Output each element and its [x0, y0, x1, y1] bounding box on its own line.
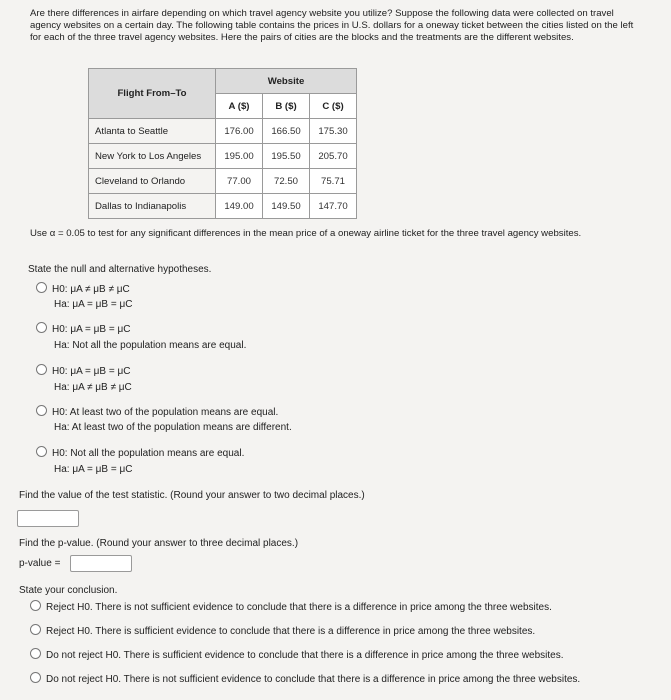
- radio-button[interactable]: [36, 322, 47, 333]
- ha-text: Ha: μA = μB = μC: [54, 464, 133, 475]
- price-cell: 175.30: [310, 119, 357, 144]
- radio-button[interactable]: [36, 282, 47, 293]
- h0-text: H0: At least two of the population means are equal.: [52, 407, 279, 418]
- price-cell: 205.70: [310, 144, 357, 169]
- col-b-header: B ($): [263, 94, 310, 119]
- hypothesis-option-4[interactable]: [36, 405, 278, 418]
- conclusion-option-4[interactable]: [30, 672, 580, 685]
- radio-button[interactable]: [30, 600, 41, 611]
- p-value-input[interactable]: [70, 555, 132, 572]
- price-cell: 166.50: [263, 119, 310, 144]
- route-cell: Atlanta to Seattle: [89, 119, 216, 144]
- conclusion-text: Do not reject H0. There is not sufficient evidence to conclude that there is a difference in price among the three websites.: [46, 674, 581, 685]
- conclusion-prompt: State your conclusion.: [19, 585, 118, 596]
- conclusion-option-1[interactable]: [30, 600, 552, 613]
- price-cell: 195.00: [216, 144, 263, 169]
- table-row: [89, 194, 357, 219]
- radio-button[interactable]: [36, 405, 47, 416]
- table-row: [89, 119, 357, 144]
- p-value-label: p-value =: [19, 558, 61, 569]
- row-header: Flight From–To: [89, 69, 216, 119]
- ha-text: Ha: μA ≠ μB ≠ μC: [54, 382, 132, 393]
- route-cell: Dallas to Indianapolis: [89, 194, 216, 219]
- test-statistic-input[interactable]: [17, 510, 79, 527]
- radio-button[interactable]: [30, 648, 41, 659]
- h0-text: H0: Not all the population means are equal.: [52, 448, 245, 459]
- test-statistic-prompt: Find the value of the test statistic. (Round your answer to two decimal places.): [19, 490, 365, 501]
- route-cell: New York to Los Angeles: [89, 144, 216, 169]
- conclusion-text: Reject H0. There is not sufficient evidence to conclude that there is a difference in price among the three websites.: [46, 602, 552, 613]
- price-cell: 176.00: [216, 119, 263, 144]
- problem-intro: Are there differences in airfare depending on which travel agency website you utilize? Suppose the following data were collected on travel agency websites on a certain day. The following table contains the prices in U.S. dollars for a oneway ticket between the cities listed on the left for each of the three travel agency websites. Here the pairs of cities are the blocks and the treatments are the different websites.: [30, 8, 634, 44]
- table-row: [89, 169, 357, 194]
- hypothesis-option-2[interactable]: [36, 322, 130, 335]
- price-cell: 72.50: [263, 169, 310, 194]
- p-value-prompt: Find the p-value. (Round your answer to three decimal places.): [19, 538, 299, 549]
- conclusion-option-2[interactable]: [30, 624, 535, 637]
- col-c-header: C ($): [310, 94, 357, 119]
- route-cell: Cleveland to Orlando: [89, 169, 216, 194]
- price-cell: 75.71: [310, 169, 357, 194]
- ha-text: Ha: Not all the population means are equal.: [54, 340, 247, 351]
- conclusion-text: Reject H0. There is sufficient evidence to conclude that there is a difference in price among the three websites.: [46, 626, 536, 637]
- radio-button[interactable]: [30, 672, 41, 683]
- hypothesis-option-1[interactable]: [36, 282, 130, 295]
- price-cell: 147.70: [310, 194, 357, 219]
- hypothesis-option-5[interactable]: [36, 446, 244, 459]
- radio-button[interactable]: [30, 624, 41, 635]
- price-cell: 149.50: [263, 194, 310, 219]
- table-row: [89, 144, 357, 169]
- col-a-header: A ($): [216, 94, 263, 119]
- conclusion-option-3[interactable]: [30, 648, 564, 661]
- price-cell: 195.50: [263, 144, 310, 169]
- alpha-instruction: Use α = 0.05 to test for any significant differences in the mean price of a oneway airline ticket for the three travel agency websites.: [30, 228, 582, 239]
- hypothesis-option-3[interactable]: [36, 364, 130, 377]
- ha-text: Ha: μA = μB = μC: [54, 299, 133, 310]
- website-header: Website: [216, 69, 357, 94]
- price-cell: 77.00: [216, 169, 263, 194]
- airfare-table: [88, 68, 357, 219]
- h0-text: H0: μA = μB = μC: [52, 324, 131, 335]
- ha-text: Ha: At least two of the population means are different.: [54, 422, 292, 433]
- hypotheses-prompt: State the null and alternative hypotheses.: [28, 264, 212, 275]
- conclusion-text: Do not reject H0. There is sufficient evidence to conclude that there is a difference in price among the three websites.: [46, 650, 564, 661]
- h0-text: H0: μA ≠ μB ≠ μC: [52, 284, 130, 295]
- radio-button[interactable]: [36, 446, 47, 457]
- price-cell: 149.00: [216, 194, 263, 219]
- h0-text: H0: μA = μB = μC: [52, 366, 131, 377]
- radio-button[interactable]: [36, 364, 47, 375]
